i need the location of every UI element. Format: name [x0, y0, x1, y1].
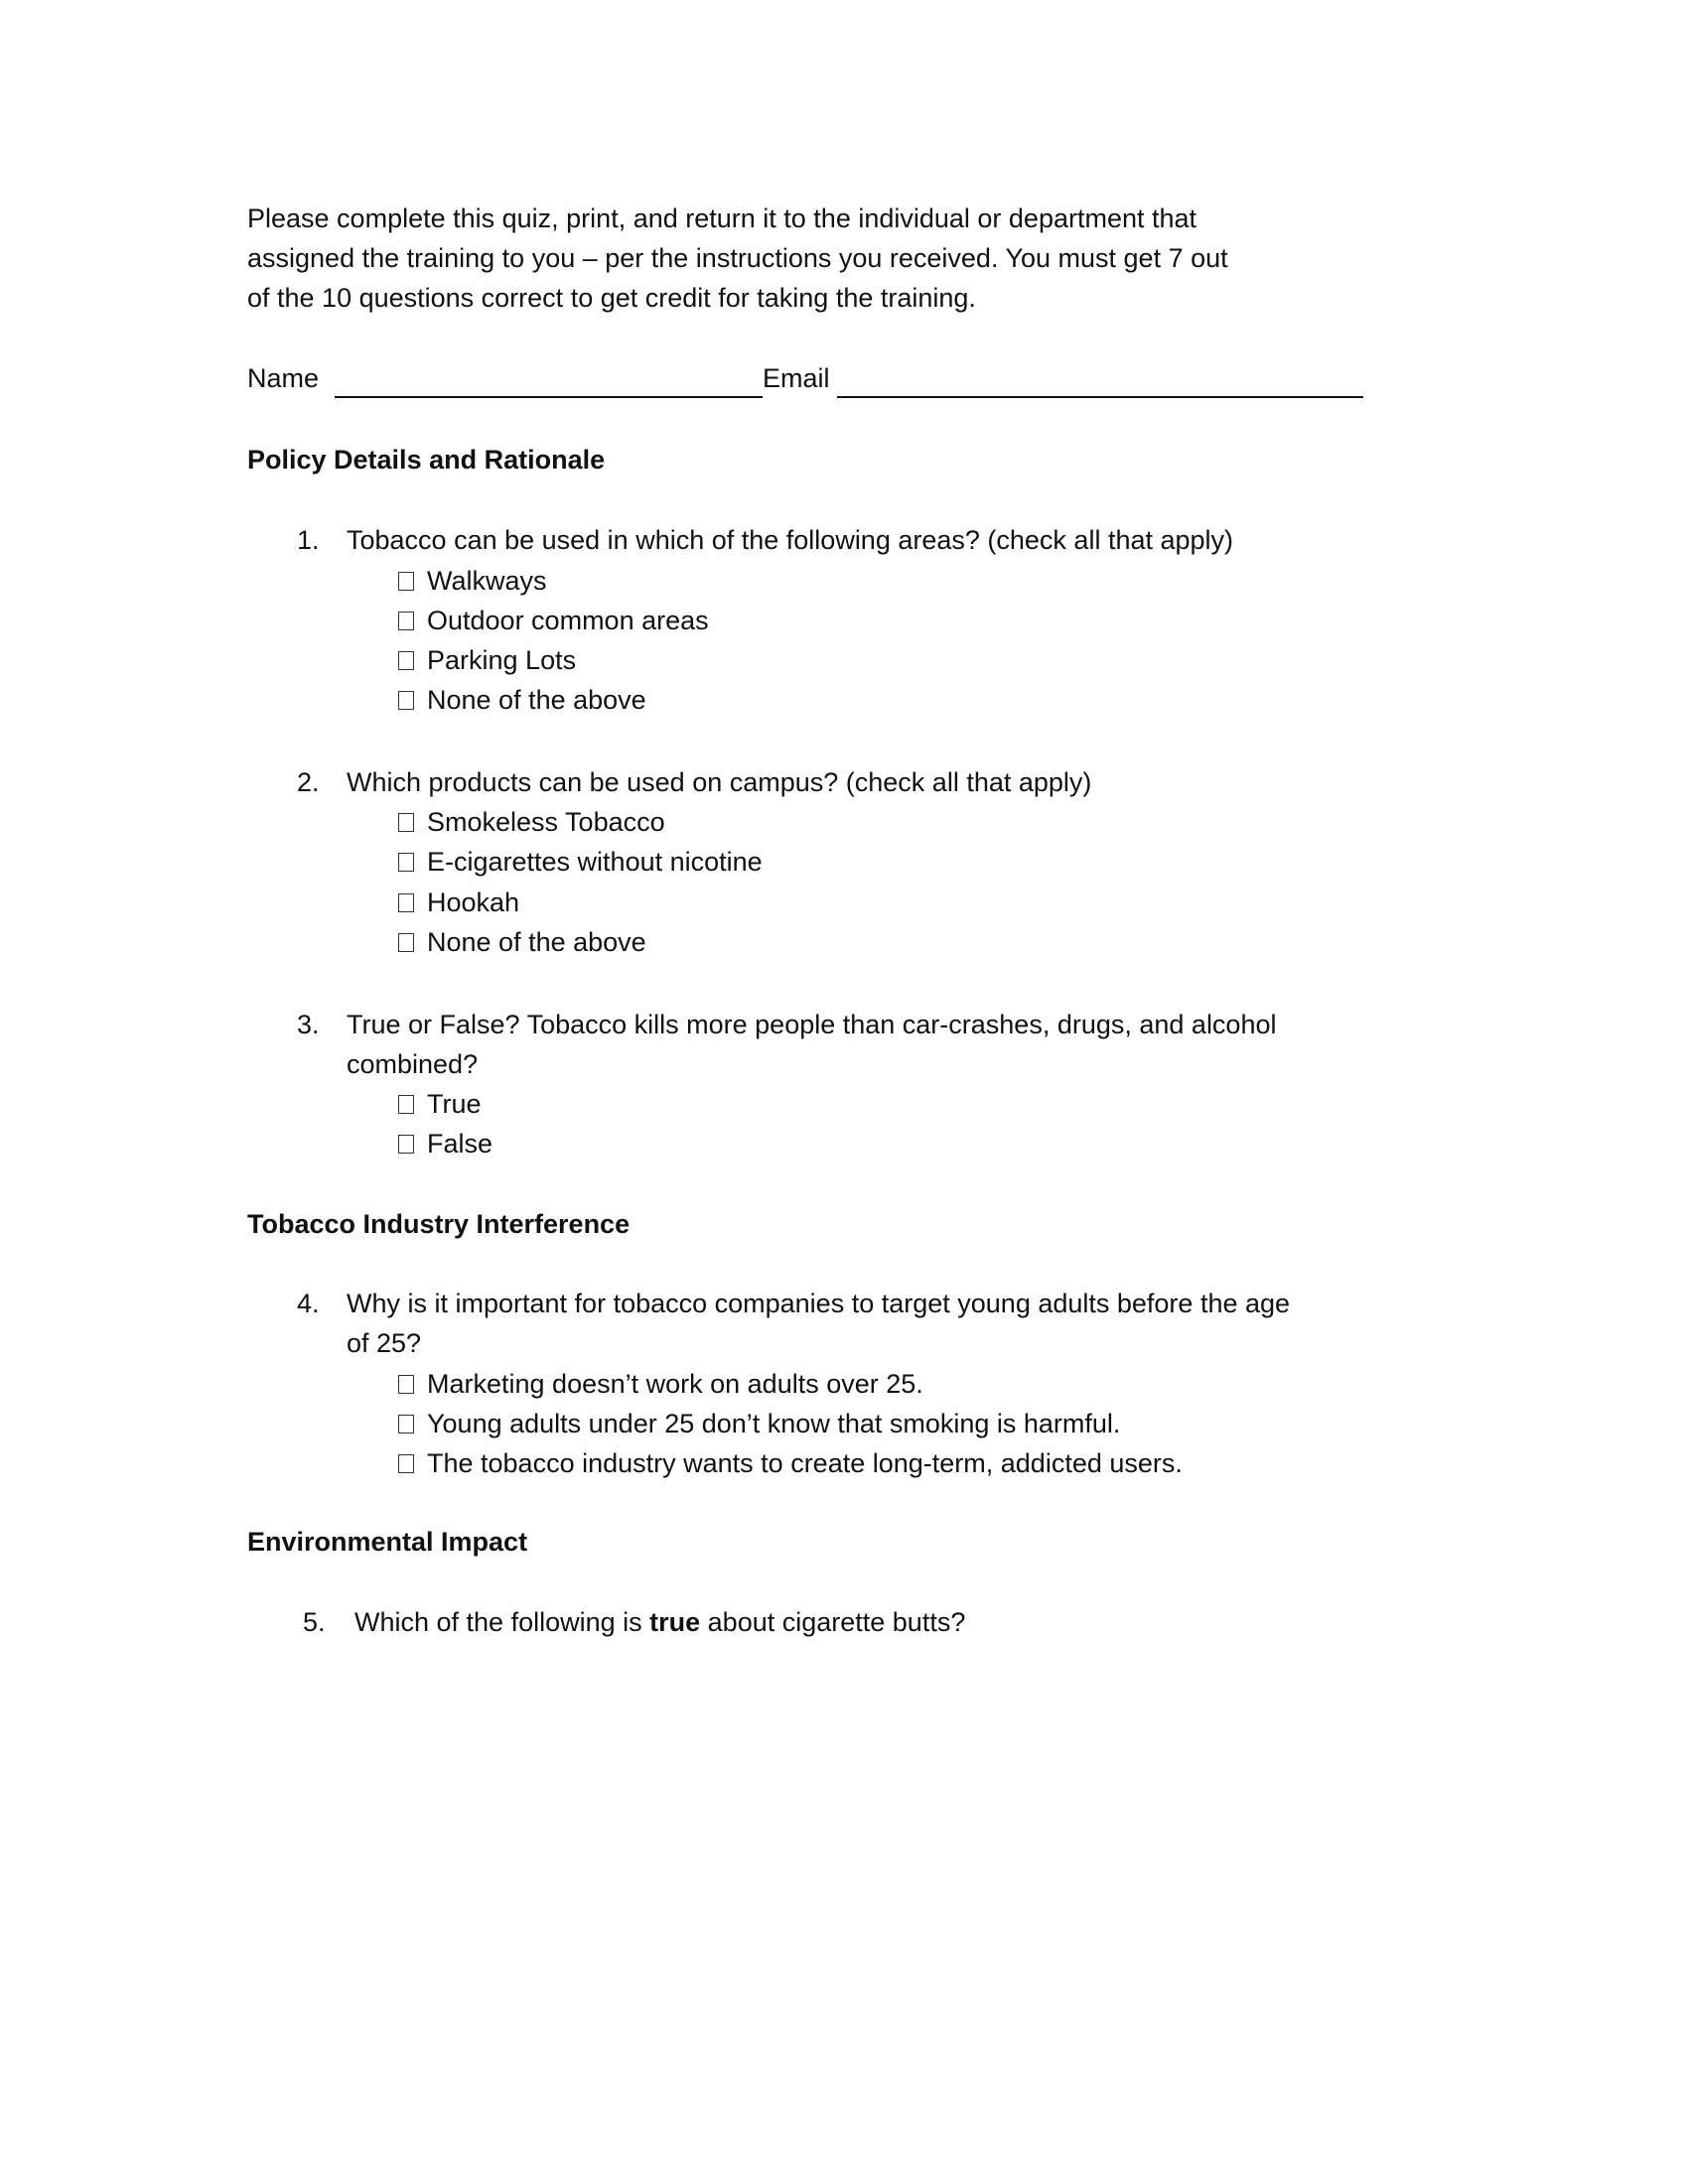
option-label: The tobacco industry wants to create long-term, addicted users. — [427, 1448, 1183, 1478]
intro-line: of the 10 questions correct to get credit for taking the training. — [247, 283, 976, 313]
option-label: None of the above — [427, 685, 646, 715]
option-hookah[interactable] — [398, 883, 519, 922]
question-text: True or False? Tobacco kills more people than car-crashes, drugs, and alcohol — [347, 1010, 1277, 1039]
option-false[interactable] — [398, 1124, 492, 1163]
checkbox[interactable] — [398, 1135, 414, 1154]
checkbox[interactable] — [398, 651, 414, 670]
option-label: None of the above — [427, 927, 646, 957]
option-label: Parking Lots — [427, 645, 577, 675]
option-smokeless-tobacco[interactable] — [398, 802, 665, 842]
name-field[interactable] — [335, 396, 763, 398]
option-addicted-users[interactable] — [398, 1443, 1183, 1483]
checkbox[interactable] — [398, 1375, 414, 1394]
option-label: Young adults under 25 don’t know that smoking is harmful. — [427, 1409, 1121, 1438]
question-text-emphasis: true — [649, 1607, 701, 1637]
question-number: 2. — [297, 767, 320, 797]
question-number: 5. — [303, 1607, 326, 1637]
option-none[interactable] — [398, 680, 646, 720]
checkbox[interactable] — [398, 1415, 414, 1433]
question-number: 4. — [297, 1289, 320, 1318]
checkbox[interactable] — [398, 572, 414, 591]
section-heading: Policy Details and Rationale — [247, 445, 606, 475]
option-e-cigarettes[interactable] — [398, 842, 763, 882]
email-field[interactable] — [837, 396, 1363, 398]
intro-line: assigned the training to you – per the instructions you received. You must get 7 out — [247, 243, 1228, 273]
option-label: True — [427, 1089, 482, 1119]
question-text-before: Which of the following is — [354, 1607, 650, 1637]
option-walkways[interactable] — [398, 561, 547, 601]
question-text — [354, 1602, 965, 1642]
checkbox[interactable] — [398, 691, 414, 710]
section-heading: Tobacco Industry Interference — [247, 1209, 631, 1239]
question-number: 1. — [297, 525, 320, 555]
option-marketing[interactable] — [398, 1364, 923, 1404]
intro-line: Please complete this quiz, print, and return it to the individual or department that — [247, 204, 1197, 233]
option-label: Walkways — [427, 566, 547, 596]
option-none[interactable] — [398, 922, 646, 962]
checkbox[interactable] — [398, 893, 414, 912]
option-label: Marketing doesn’t work on adults over 25. — [427, 1369, 923, 1399]
question-text-continued: combined? — [347, 1049, 479, 1079]
checkbox[interactable] — [398, 612, 414, 630]
question-text: Which products can be used on campus? (check all that apply) — [347, 767, 1092, 797]
option-young-adults[interactable] — [398, 1404, 1120, 1443]
checkbox[interactable] — [398, 813, 414, 832]
question-text: Tobacco can be used in which of the following areas? (check all that apply) — [347, 525, 1234, 555]
checkbox[interactable] — [398, 853, 414, 872]
name-email-row — [247, 358, 1379, 398]
email-label: Email — [763, 363, 830, 393]
option-label: Smokeless Tobacco — [427, 807, 665, 837]
checkbox[interactable] — [398, 1095, 414, 1114]
checkbox[interactable] — [398, 933, 414, 952]
question-text-after: about cigarette butts? — [700, 1607, 966, 1637]
option-label: E-cigarettes without nicotine — [427, 847, 763, 877]
option-outdoor-common-areas[interactable] — [398, 601, 709, 640]
name-label: Name — [247, 363, 320, 393]
question-text: Why is it important for tobacco companies to target young adults before the age — [347, 1289, 1291, 1318]
question-number: 3. — [297, 1010, 320, 1039]
question-text-continued: of 25? — [347, 1328, 422, 1358]
checkbox[interactable] — [398, 1454, 414, 1473]
option-parking-lots[interactable] — [398, 640, 576, 680]
option-label: False — [427, 1129, 493, 1159]
intro-paragraph — [247, 199, 1228, 318]
section-heading: Environmental Impact — [247, 1527, 528, 1557]
option-label: Outdoor common areas — [427, 606, 709, 635]
option-label: Hookah — [427, 887, 520, 917]
option-true[interactable] — [398, 1084, 482, 1124]
